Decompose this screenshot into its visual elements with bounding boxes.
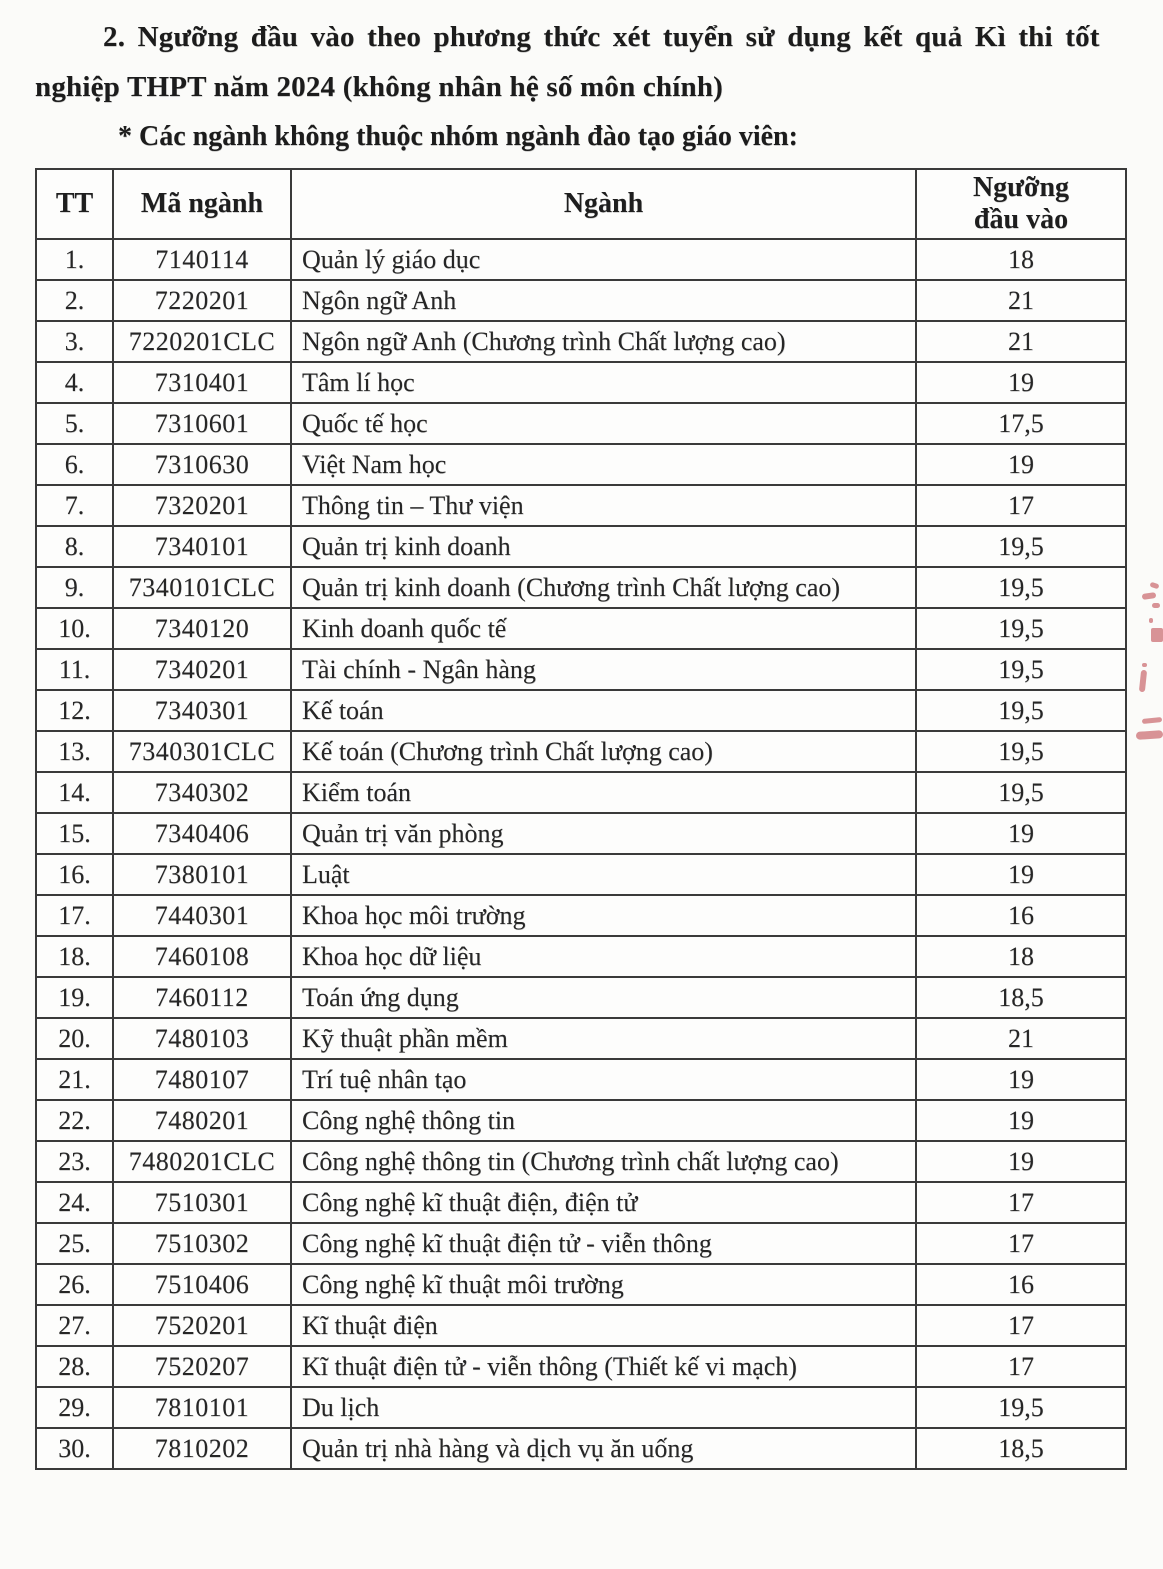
tt-cell: 14. <box>36 772 113 813</box>
tt-cell: 26. <box>36 1264 113 1305</box>
tt-cell: 12. <box>36 690 113 731</box>
tt-cell: 1. <box>36 239 113 280</box>
table-row <box>36 731 1126 772</box>
major-cell: Khoa học dữ liệu <box>291 936 916 977</box>
table-body <box>36 239 1126 1469</box>
table-row <box>36 485 1126 526</box>
tt-cell: 6. <box>36 444 113 485</box>
code-cell: 7340201 <box>113 649 291 690</box>
tt-cell: 15. <box>36 813 113 854</box>
header-threshold-line1: Ngưỡng <box>972 171 1070 203</box>
table-row <box>36 321 1126 362</box>
threshold-cell: 19,5 <box>916 649 1126 690</box>
threshold-cell: 17 <box>916 1182 1126 1223</box>
major-cell: Công nghệ thông tin (Chương trình chất lượng cao) <box>291 1141 916 1182</box>
major-cell: Công nghệ kĩ thuật môi trường <box>291 1264 916 1305</box>
threshold-cell: 19 <box>916 813 1126 854</box>
document-heading <box>0 0 1163 162</box>
red-ink-mark <box>1136 718 1163 742</box>
threshold-cell: 17 <box>916 1346 1126 1387</box>
code-cell: 7340406 <box>113 813 291 854</box>
table-row <box>36 1141 1126 1182</box>
major-cell: Du lịch <box>291 1387 916 1428</box>
threshold-cell: 19,5 <box>916 567 1126 608</box>
code-cell: 7520201 <box>113 1305 291 1346</box>
code-cell: 7310601 <box>113 403 291 444</box>
threshold-cell: 19 <box>916 1059 1126 1100</box>
table-header <box>36 169 1126 239</box>
major-cell: Công nghệ kĩ thuật điện, điện tử <box>291 1182 916 1223</box>
code-cell: 7340101 <box>113 526 291 567</box>
tt-cell: 5. <box>36 403 113 444</box>
major-cell: Kiểm toán <box>291 772 916 813</box>
table-row <box>36 772 1126 813</box>
code-cell: 7440301 <box>113 895 291 936</box>
heading-line-1: 2. Ngưỡng đầu vào theo phương thức xét tuyển sử dụng kết quả Kì thi tốt <box>103 21 1100 53</box>
major-cell: Công nghệ kĩ thuật điện tử - viễn thông <box>291 1223 916 1264</box>
threshold-cell: 17 <box>916 1305 1126 1346</box>
table-row <box>36 936 1126 977</box>
major-cell: Quản trị kinh doanh (Chương trình Chất lượng cao) <box>291 567 916 608</box>
code-cell: 7480103 <box>113 1018 291 1059</box>
tt-cell: 21. <box>36 1059 113 1100</box>
code-cell: 7220201 <box>113 280 291 321</box>
tt-cell: 16. <box>36 854 113 895</box>
tt-cell: 13. <box>36 731 113 772</box>
major-cell: Kế toán <box>291 690 916 731</box>
threshold-cell: 17 <box>916 1223 1126 1264</box>
table-row <box>36 1100 1126 1141</box>
tt-cell: 4. <box>36 362 113 403</box>
table-row <box>36 895 1126 936</box>
threshold-cell: 17 <box>916 485 1126 526</box>
code-cell: 7310401 <box>113 362 291 403</box>
threshold-cell: 16 <box>916 1264 1126 1305</box>
code-cell: 7810202 <box>113 1428 291 1469</box>
code-cell: 7340120 <box>113 608 291 649</box>
tt-cell: 18. <box>36 936 113 977</box>
threshold-cell: 19 <box>916 444 1126 485</box>
tt-cell: 3. <box>36 321 113 362</box>
table-row <box>36 1346 1126 1387</box>
table-row <box>36 1428 1126 1469</box>
major-cell: Quản trị nhà hàng và dịch vụ ăn uống <box>291 1428 916 1469</box>
tt-cell: 23. <box>36 1141 113 1182</box>
major-cell: Quản trị kinh doanh <box>291 526 916 567</box>
tt-cell: 22. <box>36 1100 113 1141</box>
tt-cell: 8. <box>36 526 113 567</box>
code-cell: 7380101 <box>113 854 291 895</box>
major-cell: Kĩ thuật điện <box>291 1305 916 1346</box>
major-cell: Kế toán (Chương trình Chất lượng cao) <box>291 731 916 772</box>
table-row <box>36 362 1126 403</box>
code-cell: 7460108 <box>113 936 291 977</box>
tt-cell: 29. <box>36 1387 113 1428</box>
red-ink-mark <box>1138 583 1163 611</box>
table-row <box>36 1182 1126 1223</box>
major-cell: Quản lý giáo dục <box>291 239 916 280</box>
header-threshold <box>916 169 1126 239</box>
header-code: Mã ngành <box>113 169 291 239</box>
table-row <box>36 608 1126 649</box>
threshold-cell: 21 <box>916 280 1126 321</box>
table-row <box>36 1387 1126 1428</box>
code-cell: 7520207 <box>113 1346 291 1387</box>
table-row <box>36 977 1126 1018</box>
threshold-cell: 19,5 <box>916 1387 1126 1428</box>
table-row <box>36 567 1126 608</box>
threshold-cell: 21 <box>916 1018 1126 1059</box>
header-threshold-line2: đầu vào <box>973 204 1069 235</box>
red-ink-mark <box>1141 618 1163 644</box>
threshold-cell: 19 <box>916 1141 1126 1182</box>
tt-cell: 30. <box>36 1428 113 1469</box>
table-row <box>36 239 1126 280</box>
admission-threshold-table <box>35 168 1127 1470</box>
table-row <box>36 1018 1126 1059</box>
header-tt: TT <box>36 169 113 239</box>
code-cell: 7510301 <box>113 1182 291 1223</box>
major-cell: Trí tuệ nhân tạo <box>291 1059 916 1100</box>
major-cell: Ngôn ngữ Anh (Chương trình Chất lượng cao) <box>291 321 916 362</box>
threshold-cell: 19,5 <box>916 772 1126 813</box>
threshold-cell: 19,5 <box>916 526 1126 567</box>
threshold-cell: 18,5 <box>916 1428 1126 1469</box>
code-cell: 7310630 <box>113 444 291 485</box>
threshold-cell: 19 <box>916 362 1126 403</box>
threshold-cell: 21 <box>916 321 1126 362</box>
code-cell: 7480201CLC <box>113 1141 291 1182</box>
major-cell: Ngôn ngữ Anh <box>291 280 916 321</box>
code-cell: 7140114 <box>113 239 291 280</box>
red-ink-mark <box>1138 663 1152 695</box>
tt-cell: 28. <box>36 1346 113 1387</box>
code-cell: 7810101 <box>113 1387 291 1428</box>
major-cell: Công nghệ thông tin <box>291 1100 916 1141</box>
table-row <box>36 690 1126 731</box>
threshold-cell: 19 <box>916 1100 1126 1141</box>
major-cell: Tâm lí học <box>291 362 916 403</box>
threshold-cell: 18 <box>916 239 1126 280</box>
code-cell: 7320201 <box>113 485 291 526</box>
tt-cell: 2. <box>36 280 113 321</box>
threshold-cell: 19,5 <box>916 731 1126 772</box>
tt-cell: 19. <box>36 977 113 1018</box>
table-row <box>36 813 1126 854</box>
table-row <box>36 1223 1126 1264</box>
major-cell: Kinh doanh quốc tế <box>291 608 916 649</box>
table-header-row <box>36 169 1126 239</box>
table-row <box>36 444 1126 485</box>
tt-cell: 24. <box>36 1182 113 1223</box>
code-cell: 7340301CLC <box>113 731 291 772</box>
tt-cell: 25. <box>36 1223 113 1264</box>
threshold-cell: 18,5 <box>916 977 1126 1018</box>
table-row <box>36 526 1126 567</box>
code-cell: 7480201 <box>113 1100 291 1141</box>
table-row <box>36 280 1126 321</box>
code-cell: 7510302 <box>113 1223 291 1264</box>
major-cell: Toán ứng dụng <box>291 977 916 1018</box>
tt-cell: 17. <box>36 895 113 936</box>
major-cell: Quản trị văn phòng <box>291 813 916 854</box>
major-cell: Thông tin – Thư viện <box>291 485 916 526</box>
threshold-cell: 19 <box>916 854 1126 895</box>
major-cell: Kỹ thuật phần mềm <box>291 1018 916 1059</box>
heading-note: * Các ngành không thuộc nhóm ngành đào tạo giáo viên: <box>118 121 798 152</box>
code-cell: 7510406 <box>113 1264 291 1305</box>
table-row <box>36 1264 1126 1305</box>
threshold-cell: 16 <box>916 895 1126 936</box>
tt-cell: 20. <box>36 1018 113 1059</box>
code-cell: 7340302 <box>113 772 291 813</box>
major-cell: Khoa học môi trường <box>291 895 916 936</box>
major-cell: Kĩ thuật điện tử - viễn thông (Thiết kế vi mạch) <box>291 1346 916 1387</box>
major-cell: Quốc tế học <box>291 403 916 444</box>
major-cell: Tài chính - Ngân hàng <box>291 649 916 690</box>
table-row <box>36 1305 1126 1346</box>
major-cell: Việt Nam học <box>291 444 916 485</box>
code-cell: 7220201CLC <box>113 321 291 362</box>
major-cell: Luật <box>291 854 916 895</box>
header-major: Ngành <box>291 169 916 239</box>
code-cell: 7340101CLC <box>113 567 291 608</box>
table-row <box>36 1059 1126 1100</box>
code-cell: 7340301 <box>113 690 291 731</box>
code-cell: 7460112 <box>113 977 291 1018</box>
threshold-cell: 19,5 <box>916 690 1126 731</box>
threshold-cell: 19,5 <box>916 608 1126 649</box>
code-cell: 7480107 <box>113 1059 291 1100</box>
threshold-cell: 18 <box>916 936 1126 977</box>
tt-cell: 10. <box>36 608 113 649</box>
table-row <box>36 403 1126 444</box>
tt-cell: 11. <box>36 649 113 690</box>
table-row <box>36 854 1126 895</box>
table-row <box>36 649 1126 690</box>
tt-cell: 27. <box>36 1305 113 1346</box>
threshold-cell: 17,5 <box>916 403 1126 444</box>
tt-cell: 9. <box>36 567 113 608</box>
tt-cell: 7. <box>36 485 113 526</box>
heading-line-2: nghiệp THPT năm 2024 (không nhân hệ số môn chính) <box>35 71 724 103</box>
